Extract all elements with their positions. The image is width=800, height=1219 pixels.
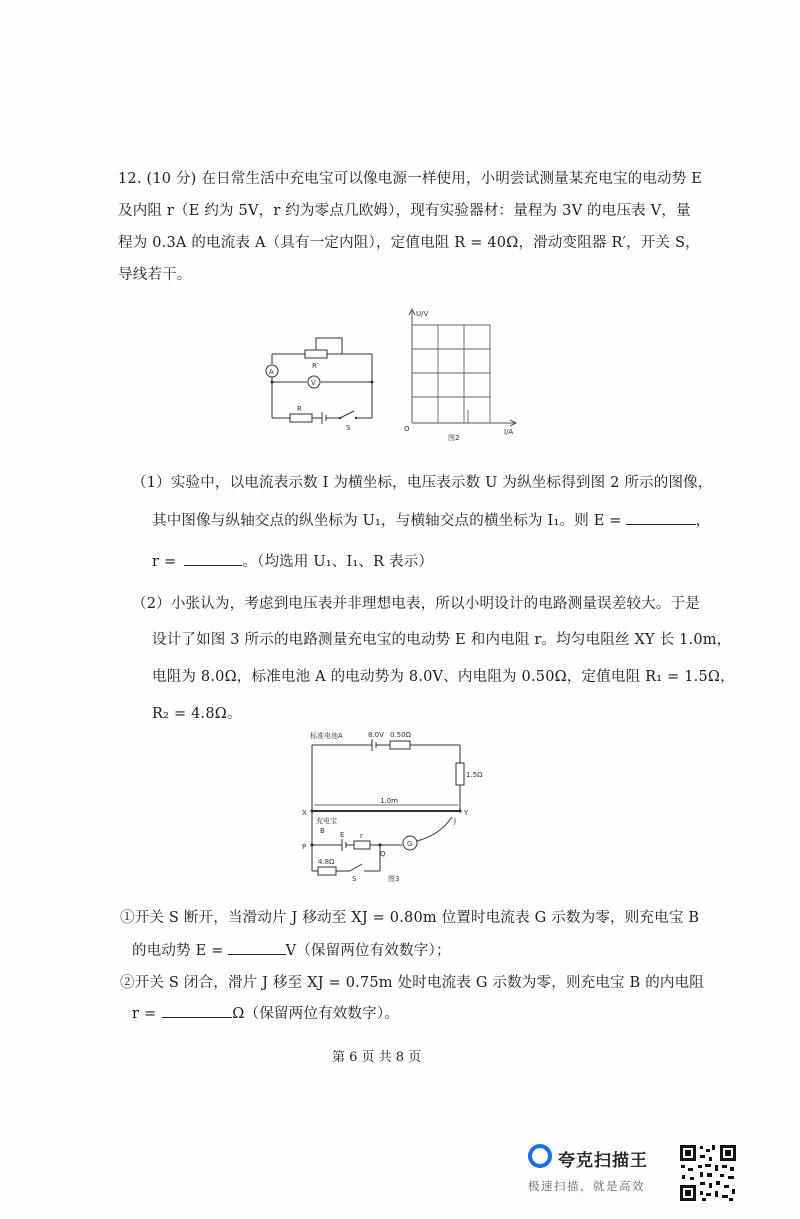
- fig3-q-label: Q: [380, 850, 386, 858]
- part2-line-3: 电阻为 8.0Ω，标准电池 A 的电动势为 8.0V、内电阻为 0.50Ω，定值电阻 R₁ = 1.5Ω，: [152, 669, 735, 685]
- fig3-length-label: 1.0m: [380, 797, 398, 805]
- answer-blank-internal-r[interactable]: [162, 1003, 232, 1018]
- brand-slogan: 极速扫描，就是高效: [528, 1179, 645, 1193]
- fig3-switch-label: S: [352, 875, 357, 883]
- fig3-x-label: X: [302, 809, 307, 817]
- fig3-r1-label: 1.5Ω: [466, 771, 483, 779]
- quark-logo-icon: [528, 1144, 552, 1168]
- sub1-line2-suffix: V（保留两位有效数字）；: [285, 943, 451, 959]
- fig3-y-label: Y: [464, 809, 469, 817]
- question-line-4: 导线若干。: [118, 267, 192, 283]
- question-line-1: 12. (10 分) 在日常生活中充电宝可以像电源一样使用，小明尝试测量某充电宝的电动势 E: [118, 171, 703, 187]
- fig3-r-label: r: [360, 832, 363, 840]
- sub2-line-2: [132, 1002, 399, 1023]
- question-line-2: 及内阻 r（E 约为 5V，r 约为零点几欧姆），现有实验器材：量程为 3V 的电压表 V，量: [118, 203, 691, 219]
- qr-code-icon: [678, 1143, 738, 1203]
- fig1-voltmeter-label: V: [311, 379, 316, 387]
- figure1-circuit: [260, 330, 385, 435]
- figure3-circuit: [290, 725, 500, 890]
- fig2-origin-label: O: [404, 425, 410, 433]
- fig3-j-label: J: [454, 817, 457, 825]
- scanner-watermark: [528, 1142, 678, 1202]
- fig2-x-axis-label: I/A: [504, 428, 514, 436]
- part2-line-1: （2）小张认为，考虑到电压表并非理想电表，所以小明设计的电路测量误差较大。于是: [132, 596, 701, 612]
- part1-line2-end: ，: [695, 513, 711, 529]
- part2-line-4: R₂ = 4.8Ω。: [152, 706, 242, 722]
- part1-line2-text: 其中图像与纵轴交点的纵坐标为 U₁，与横轴交点的横坐标为 I₁。则 E =: [152, 513, 622, 529]
- fig1-resistor-label: R: [297, 405, 302, 413]
- fig3-p-label: P: [302, 843, 307, 851]
- sub1-line-1: ①开关 S 断开，当滑动片 J 移动至 XJ = 0.80m 位置时电流表 G 示数为零，则充电宝 B: [120, 910, 700, 926]
- fig2-y-axis-label: U/V: [416, 310, 429, 318]
- fig3-r2-label: 4.8Ω: [318, 858, 335, 866]
- sub1-line-2: [132, 939, 451, 960]
- answer-blank-e[interactable]: [626, 510, 696, 525]
- brand-name: 夸克扫描王: [558, 1151, 648, 1171]
- fig3-e-label: E: [340, 831, 345, 839]
- part1-line3-prefix: r =: [152, 554, 177, 570]
- fig1-ammeter-label: A: [269, 368, 274, 376]
- part1-line-3: [152, 550, 433, 571]
- part1-line-1: （1）实验中，以电流表示数 I 为横坐标，电压表示数 U 为纵坐标得到图 2 所示的图像，: [132, 475, 713, 491]
- fig3-b-label: B: [320, 827, 325, 835]
- fig3-powerbank-label: 充电宝: [316, 817, 337, 825]
- fig3-caption: 图3: [388, 875, 400, 883]
- part1-line3-suffix: 。（均选用 U₁、I₁、R 表示）: [242, 554, 434, 570]
- part2-line-2: 设计了如图 3 所示的电路测量充电宝的电动势 E 和内电阻 r。均匀电阻丝 XY 长 1.0m，: [152, 632, 732, 648]
- fig1-switch-label: S: [346, 424, 351, 432]
- question-line-3: 程为 0.3A 的电流表 A（具有一定内阻），定值电阻 R = 40Ω，滑动变阻器 R′，开关 S，: [118, 235, 700, 251]
- fig1-rheostat-label: R′: [312, 362, 319, 370]
- figure2-graph: [398, 305, 523, 445]
- sub2-line2-prefix: r =: [132, 1006, 157, 1022]
- answer-blank-emf[interactable]: [228, 940, 286, 955]
- fig3-internal-res-label: 0.50Ω: [390, 731, 411, 739]
- page-number: 第 6 页 共 8 页: [332, 1050, 422, 1065]
- sub2-line2-suffix: Ω（保留两位有效数字）。: [232, 1006, 399, 1022]
- fig3-galvanometer-label: G: [407, 840, 413, 848]
- fig3-battery-label: 标准电池A: [310, 732, 343, 740]
- answer-blank-r[interactable]: [184, 551, 242, 566]
- fig2-caption: 图2: [448, 434, 460, 442]
- fig3-emf-label: 8.0V: [368, 731, 384, 739]
- sub1-line2-prefix: 的电动势 E =: [132, 943, 224, 959]
- sub2-line-1: ②开关 S 闭合，滑片 J 移至 XJ = 0.75m 处时电流表 G 示数为零，则充电宝 B 的内电阻: [120, 975, 705, 991]
- part1-line-2: [152, 509, 710, 530]
